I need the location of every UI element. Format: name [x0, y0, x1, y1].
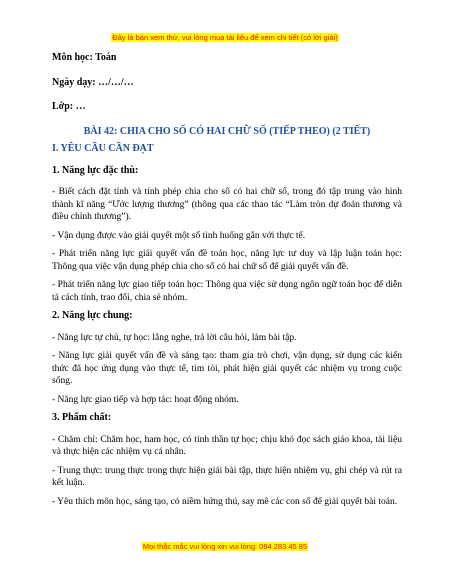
- paragraph: - Biết cách đặt tính và tính phép chia cho số có hai chữ số, trong đó tập trung vào hình thành kĩ năng “Ước lượng thương” (thông qua các thao tác “Làm tròn dự đoán thương và điều chỉnh thương”).: [52, 187, 402, 222]
- paragraph: - Yêu thích môn học, sáng tạo, có niềm hứng thú, say mê các con số để giải quyết bài toán.: [52, 496, 398, 507]
- paragraph: - Năng lực giải quyết vấn đề và sáng tạo: tham gia trò chơi, vận dụng, sử dụng các kiến thức đã học ứng dụng vào thực tế, tìm tòi, phát hiện giải quyết các nhiệm vụ trong cuộc sống.: [52, 351, 402, 386]
- subject-line: Môn học: Toán: [52, 52, 117, 63]
- subsection-title-specific-competence: 1. Năng lực đặc thù:: [52, 164, 139, 176]
- preview-notice-text: Đây là bản xem thử, vui lòng mua tài liệu để xem chi tiết (có lời giải): [112, 33, 338, 42]
- section-title-requirements: I. YÊU CẦU CẦN ĐẠT: [52, 143, 154, 154]
- lesson-title: BÀI 42: CHIA CHO SỐ CÓ HAI CHỮ SỐ (TIẾP THEO) (2 TIẾT): [83, 125, 371, 137]
- paragraph: - Trung thực: trung thực trong thực hiện giải bài tập, thực hiện nhiệm vụ, ghi chép và rút ra kết luận.: [52, 465, 402, 488]
- preview-notice-banner: [0, 27, 450, 45]
- contact-banner: [0, 536, 450, 554]
- paragraph: - Phát triển năng lực giao tiếp toán học: Thông qua việc sử dụng ngôn ngữ toán học để diễn tả cách tính, trao đổi, chia sẻ nhóm.: [52, 280, 402, 303]
- document-body: [52, 52, 402, 514]
- paragraph: - Năng lực giao tiếp và hợp tác: hoạt động nhóm.: [52, 394, 239, 405]
- contact-text: Mọi thắc mắc vui lòng xin vui lòng: 084 283 45 85: [142, 542, 308, 551]
- paragraph: - Vận dụng được vào giải quyết một số tình huống gắn với thực tế.: [52, 230, 306, 241]
- subsection-title-qualities: 3. Phẩm chất:: [52, 412, 112, 423]
- class-line: Lớp: …: [52, 101, 86, 112]
- paragraph: - Chăm chỉ: Chăm học, ham học, có tinh thần tự học; chịu khó đọc sách giáo khoa, tài liệu và thực hiện các nhiệm vụ cá nhân.: [52, 434, 402, 457]
- subsection-title-general-competence: 2. Năng lực chung:: [52, 310, 133, 321]
- date-line: Ngày dạy: …/…/…: [52, 76, 134, 88]
- paragraph: - Năng lực tự chủ, tự học: lắng nghe, trả lời câu hỏi, làm bài tập.: [52, 332, 297, 343]
- paragraph: - Phát triển năng lực giải quyết vấn đề toán học, năng lực tư duy và lập luận toán học: Thông qua việc vận dụng phép chia cho số có hai chữ số để giải quyết vấn đề.: [52, 249, 402, 272]
